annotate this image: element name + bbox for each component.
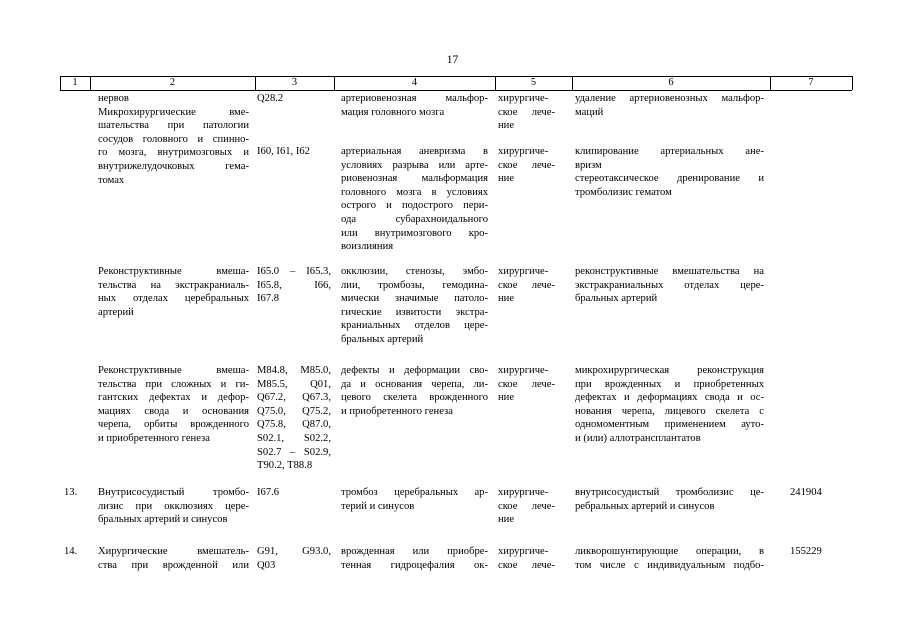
table-cell-c1: 13. [64,487,78,498]
cell-text-line: ода субарахноидального [341,213,488,225]
cell-text-line: мация головного мозга [341,106,445,118]
cell-text-line: мически значимые патоло- [341,293,488,305]
cell-text-line: риовенозная мальформация [341,173,488,185]
table-cell-c2 [98,545,249,572]
cell-text-line: сосудов головного и спинно- [98,133,249,145]
table-cell-c4 [341,486,488,513]
table-cell-c3 [257,145,331,159]
cell-text-line: Микрохирургические вме- [98,106,249,118]
cell-text-line: артериальная аневризма в [341,146,488,157]
cell-text-line: экстракраниальных отделах цере- [575,279,764,291]
cell-text-line: бральных артерий [341,333,424,345]
cell-text-line: Хирургические вмешатель- [98,546,249,557]
cell-text-line: Q03 [257,559,276,571]
cell-text-line: ребральных артерий и синусов [575,500,715,512]
cell-text-line: дефекты и деформации сво- [341,365,488,376]
cell-text-line: маций [575,106,604,118]
cell-text-line: бральных артерий [575,293,658,305]
cell-text-line: нервов [98,93,129,104]
cell-text-line: удаление артериовенозных мальфор- [575,93,764,104]
cell-text-line: нования черепа, лицевого скелета с [575,405,764,417]
table-cell-c6 [575,545,764,572]
cell-text-line: терий и синусов [341,500,415,512]
table-cell-c3 [257,364,331,473]
cell-text-line: воизлияния [341,241,394,253]
table-cell-c7: 241904 [790,487,822,498]
cell-text-line: да и основания черепа, ли- [341,378,488,390]
table-cell-c6 [575,364,764,446]
table-cell-c6 [575,265,764,306]
cell-text-line: головного мозга в условиях [341,186,488,198]
cell-text-line: ние [498,514,515,526]
cell-text-line: хирургиче- [498,546,549,557]
cell-text-line: I67.6 [257,487,280,498]
cell-text-line: S02.7 – S02.9, [257,446,331,458]
table-cell-c5 [498,364,555,405]
table-cell-c2 [98,265,249,319]
table-cell-c4 [341,92,488,119]
cell-text-line: клипирование артериальных ане- [575,146,764,157]
cell-text-line: гантских дефектах и дефор- [98,392,249,404]
cell-text-line: краниальных отделов цере- [341,320,488,332]
cell-text-line: ние [498,173,515,185]
table-cell-c2 [98,364,249,446]
cell-text-line: лизис при окклюзиях цере- [98,500,249,512]
cell-text-line: тромбоз церебральных ар- [341,487,488,498]
table-cell-c6 [575,145,764,199]
table-cell-c4 [341,265,488,347]
cell-text-line: M85.5, Q01, [257,378,331,390]
cell-text-line: ние [498,293,515,305]
cell-text-line: I67.8 [257,293,280,305]
cell-text-line: S02.1, S02.2, [257,432,331,444]
cell-text-line: M84.8, M85.0, [257,365,331,376]
cell-text-line: ние [498,392,515,404]
cell-text-line: внутрижелудочковых гема- [98,160,249,172]
cell-text-line: Q28.2 [257,93,284,104]
cell-text-line: хирургиче- [498,266,549,277]
cell-text-line: ское лече- [498,378,555,390]
cell-text-line: микрохирургическая реконструкция [575,365,764,376]
cell-text-line: вризм [575,159,602,171]
cell-text-line: ское лече- [498,159,555,171]
cell-text-line: внутрисосудистый тромболизис це- [575,487,764,498]
cell-text-line: при врожденных и приобретенных [575,378,764,390]
cell-text-line: стереотаксическое дренирование и [575,173,764,185]
table-cell-c5 [498,145,555,186]
cell-text-line: артериовенозная мальфор- [341,93,488,104]
header-column-3: 3 [291,77,298,88]
header-column-1: 1 [72,77,78,88]
table-cell-c6 [575,92,764,119]
cell-text-line: I65.0 – I65.3, [257,266,331,277]
cell-text-line: ское лече- [498,559,555,571]
cell-text-line: ликворошунтирующие операции, в [575,546,764,557]
header-column-7: 7 [808,77,814,88]
header-column-2: 2 [169,77,176,88]
table-cell-c4 [341,545,488,572]
cell-text-line: томах [98,174,125,186]
cell-text-line: одномоментным применением ауто- [575,419,764,431]
cell-text-line: ское лече- [498,500,555,512]
cell-text-line: Q75.8, Q87.0, [257,419,331,431]
table-cell-c4 [341,364,488,418]
table-cell-c4 [341,145,488,254]
cell-text-line: и (или) аллотрансплантатов [575,432,701,444]
cell-text-line: I65.8, I66, [257,279,331,291]
table-cell-c6 [575,486,764,513]
cell-text-line: тельства на экстракраниаль- [98,279,249,291]
cell-text-line: ных отделах церебральных [98,293,249,305]
table-cell-c2 [98,92,249,187]
table-cell-c2 [98,486,249,527]
table-cell-c3 [257,92,331,106]
cell-text-line: I60, I61, I62 [257,146,310,157]
cell-text-line: гические извитости экстра- [341,306,488,318]
header-column-4: 4 [411,77,418,88]
cell-text-line: артерий [98,306,134,318]
cell-text-line: Реконструктивные вмеша- [98,266,249,277]
cell-text-line: или внутримозгового кро- [341,227,488,239]
cell-text-line: острого и подострого пери- [341,200,488,212]
table-header-bottom-border [60,90,852,91]
cell-text-line: хирургиче- [498,146,549,157]
header-column-5: 5 [530,77,537,88]
table-cell-c1: 14. [64,546,78,557]
page-number: 17 [446,54,459,66]
table-cell-c5 [498,265,555,306]
header-column-divider [852,76,853,90]
cell-text-line: T90.2, T88.8 [257,460,313,472]
table-cell-c3 [257,486,331,500]
cell-text-line: условиях разрыва или арте- [341,159,488,171]
cell-text-line: тельства при сложных и ги- [98,378,249,390]
cell-text-line: черепа, орбиты врожденного [98,419,249,431]
cell-text-line: врожденная или приобре- [341,546,488,557]
cell-text-line: G91, G93.0, [257,546,331,557]
table-cell-c7: 155229 [790,546,822,557]
cell-text-line: Q75.0, Q75.2, [257,405,331,417]
table-cell-c3 [257,545,331,572]
cell-text-line: шательства при патологии [98,120,249,132]
cell-text-line: и приобретенного генеза [98,432,210,444]
table-cell-c3 [257,265,331,306]
cell-text-line: ние [498,120,515,132]
table-cell-c5 [498,545,555,572]
cell-text-line: тромболизис гематом [575,186,672,198]
cell-text-line: бральных артерий и синусов [98,514,228,526]
cell-text-line: ства при врожденной или [98,559,249,571]
cell-text-line: и приобретенного генеза [341,405,453,417]
cell-text-line: цевого скелета врожденного [341,392,488,404]
cell-text-line: лии, тромбозы, гемодина- [341,279,488,291]
cell-text-line: хирургиче- [498,365,549,376]
cell-text-line: Внутрисосудистый тромбо- [98,487,249,498]
cell-text-line: реконструктивные вмешательства на [575,266,764,277]
cell-text-line: Реконструктивные вмеша- [98,365,249,376]
cell-text-line: го мозга, внутримозговых и [98,147,249,159]
cell-text-line: том числе с индивидуальным подбо- [575,559,764,571]
cell-text-line: Q67.2, Q67.3, [257,392,331,404]
cell-text-line: дефектах и деформациях свода и ос- [575,392,764,404]
cell-text-line: окклюзии, стенозы, эмбо- [341,266,488,277]
cell-text-line: хирургиче- [498,93,549,104]
cell-text-line: ское лече- [498,279,555,291]
cell-text-line: ское лече- [498,106,555,118]
table-cell-c5 [498,92,555,133]
header-column-6: 6 [668,77,674,88]
table-cell-c5 [498,486,555,527]
cell-text-line: хирургиче- [498,487,549,498]
cell-text-line: мациях свода и основания [98,405,249,417]
cell-text-line: тенная гидроцефалия ок- [341,559,488,571]
